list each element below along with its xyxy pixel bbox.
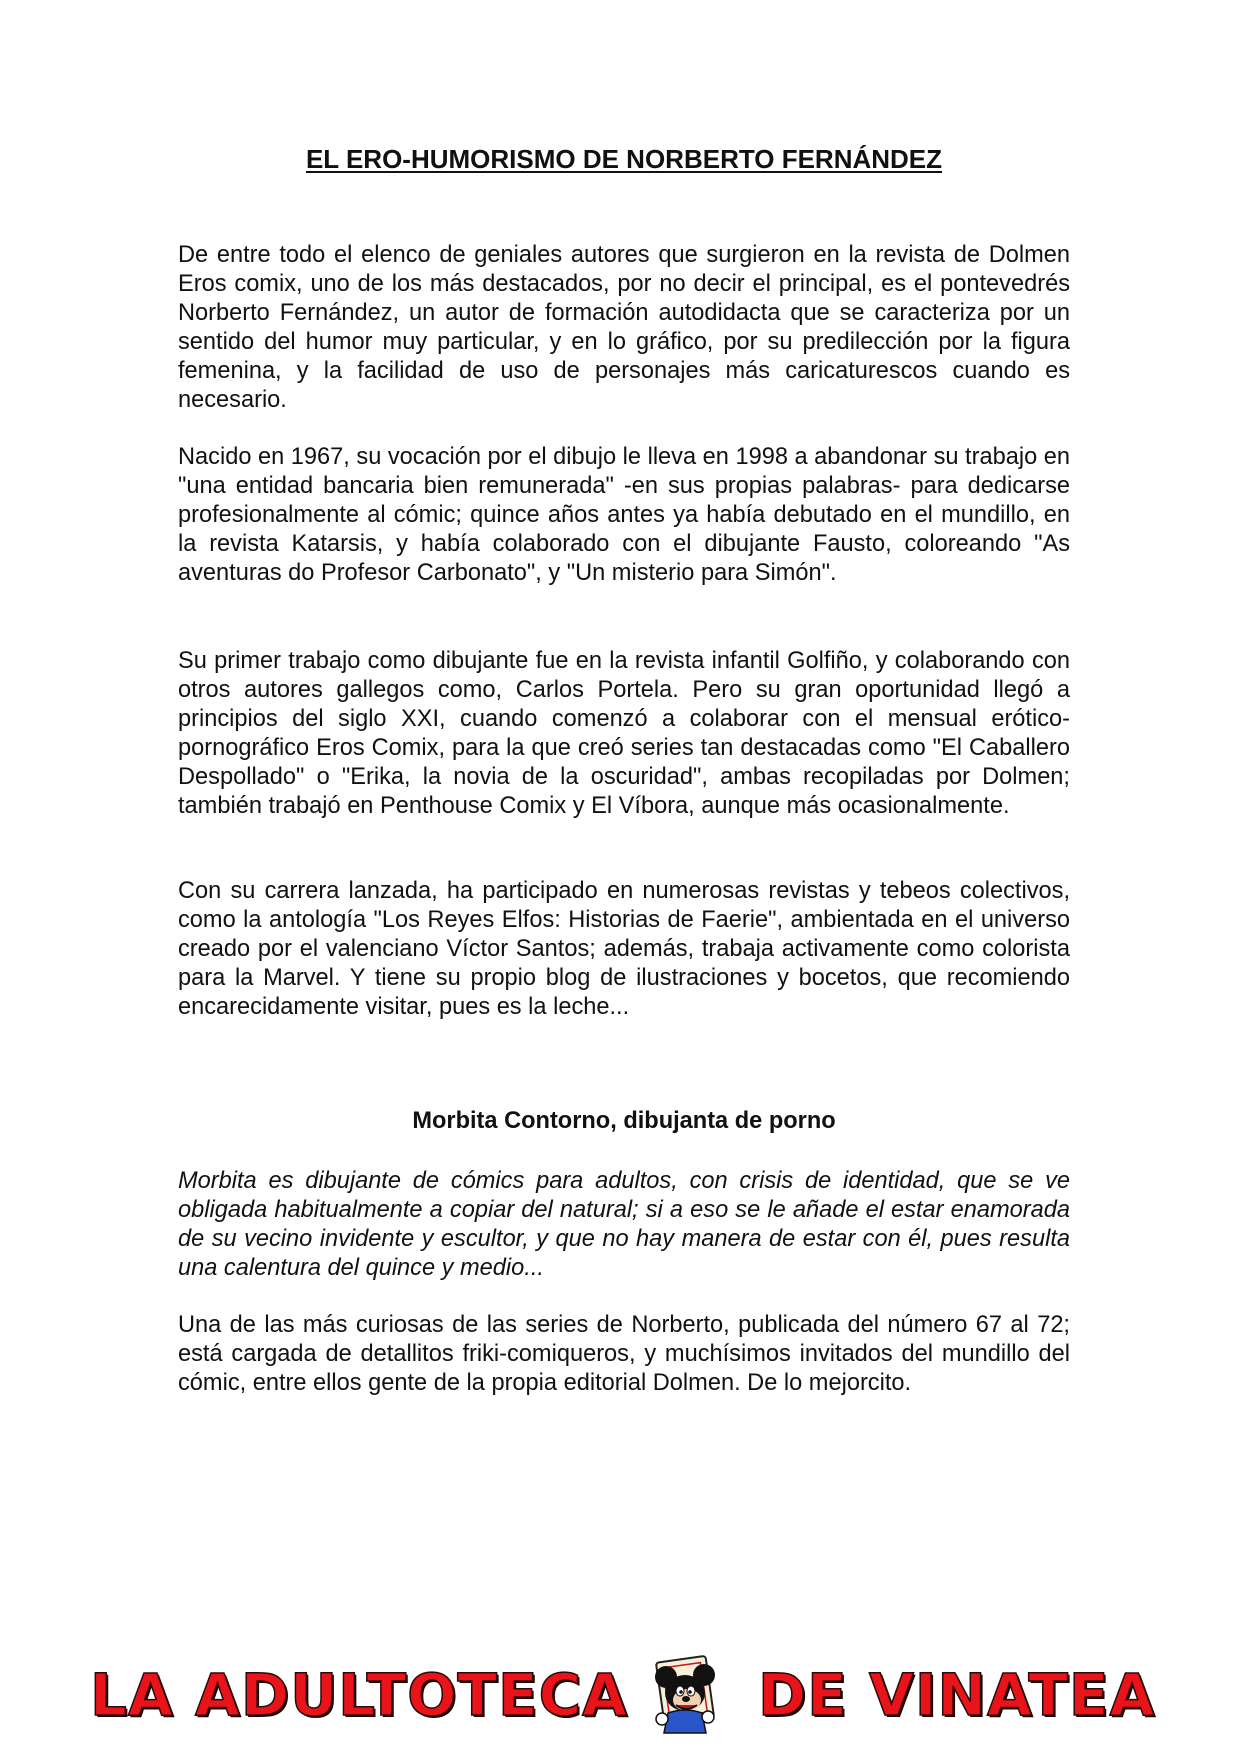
footer-right-text: DE VINATEA (758, 1661, 1156, 1729)
section-intro: Morbita es dibujante de cómics para adultos, con crisis de identidad, que se ve obligada habitualmente a copiar del natural; si a eso se le añade el estar enamorada de su vecino invidente y escultor, y que no hay manera de estar con él, pues resulta una calentura del quince y medio... (178, 1168, 1070, 1281)
paragraph-2: Nacido en 1967, su vocación por el dibujo le lleva en 1998 a abandonar su trabajo en "una entidad bancaria bien remunerada" -en sus propias palabras- para dedicarse profesionalmente al cómic; quince años antes ya había debutado en el mundillo, en la revista Katarsis, y había colaborado con el dibujante Fausto, coloreando "As aventuras do Profesor Carbonato", y "Un misterio para Simón". (178, 444, 1070, 586)
paragraph-1: De entre todo el elenco de geniales autores que surgieron en la revista de Dolmen Eros comix, uno de los más destacados, por no decir el principal, es el pontevedrés Norberto Fernández, un autor de formación autodidacta que se caracteriza por un sentido del humor muy particular, y en lo gráfico, por su predilección por la figura femenina, y la facilidad de uso de personajes más caricaturescos cuando es necesario. (178, 242, 1070, 413)
paragraph-4: Con su carrera lanzada, ha participado en numerosas revistas y tebeos colectivos, como la antología "Los Reyes Elfos: Historias de Faerie", ambientada en el universo creado por el valenciano Víctor Santos; además, trabaja activamente como colorista para la Marvel. Y tiene su propio blog de ilustraciones y bocetos, que recomiendo encarecidamente visitar, pues es la leche... (178, 878, 1070, 1020)
article-title: EL ERO-HUMORISMO DE NORBERTO FERNÁNDEZ (305, 144, 943, 174)
section-title: Morbita Contorno, dibujanta de porno (412, 1108, 836, 1134)
footer-banner (90, 1655, 1156, 1735)
cartoon-mascot-icon (642, 1655, 728, 1735)
paragraph-3: Su primer trabajo como dibujante fue en la revista infantil Golfiño, y colaborando con otros autores gallegos como, Carlos Portela. Pero su gran oportunidad llegó a principios del siglo XXI, cuando comenzó a colaborar con el mensual erótico-pornográfico Eros Comix, para la que creó series tan destacadas como "El Caballero Despollado" o "Erika, la novia de la oscuridad", ambas recopiladas por Dolmen; también trabajó en Penthouse Comix y El Víbora, aunque más ocasionalmente. (178, 648, 1070, 819)
section-text: Una de las más curiosas de las series de Norberto, publicada del número 67 al 72; está cargada de detallitos friki-comiqueros, y muchísimos invitados del mundillo del cómic, entre ellos gente de la propia editorial Dolmen. De lo mejorcito. (178, 1312, 1070, 1396)
footer-left-text: LA ADULTOTECA (90, 1661, 629, 1729)
